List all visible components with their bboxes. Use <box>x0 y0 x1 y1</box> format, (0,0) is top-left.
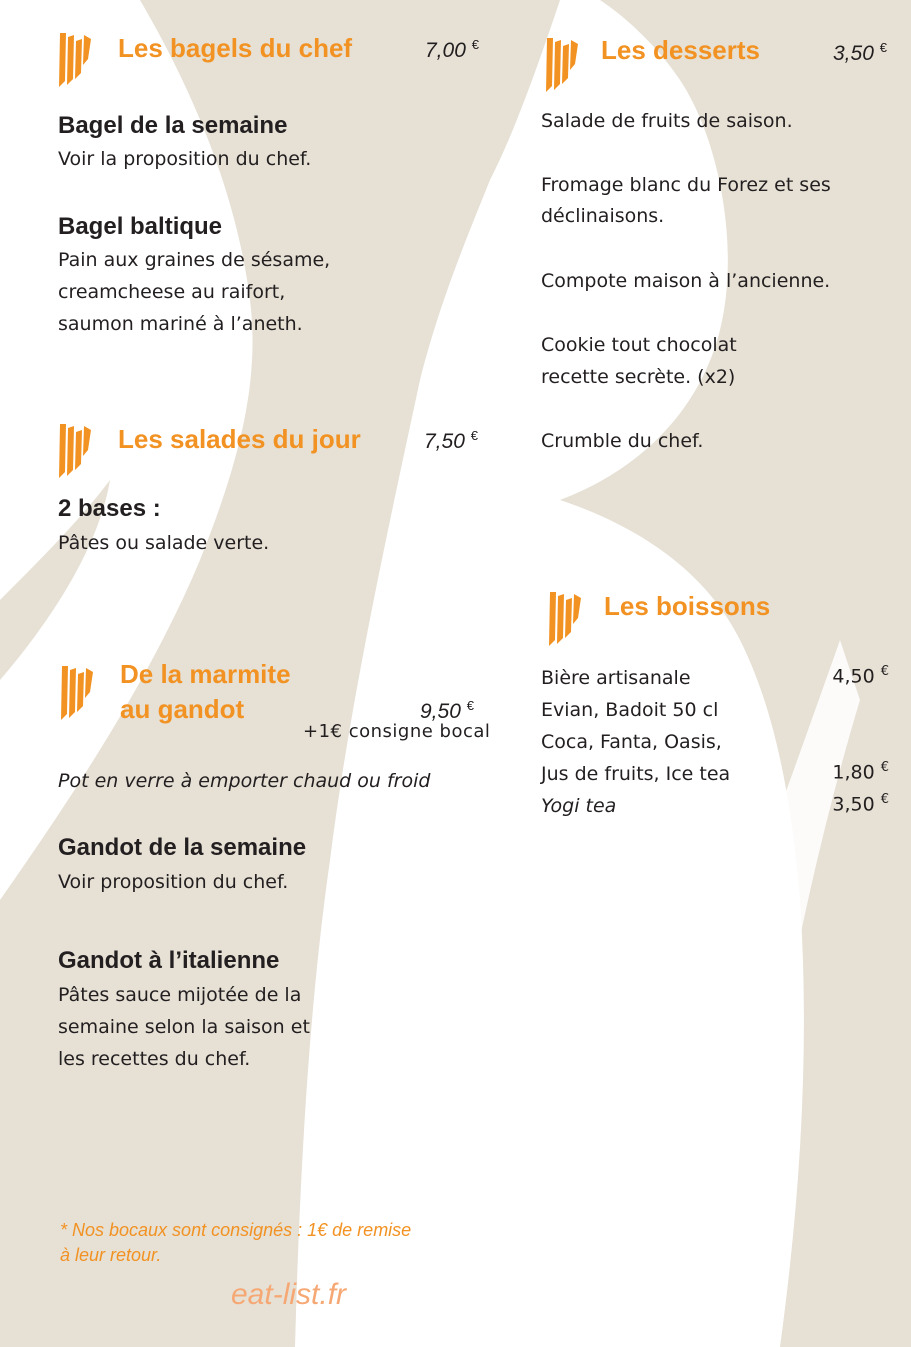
drink-row <box>541 726 889 758</box>
currency-symbol: € <box>880 760 889 775</box>
price-value: 7,50 <box>424 430 465 453</box>
dessert-item: recette secrète. (x2) <box>541 366 736 388</box>
menu-item-name: Gandot de la semaine <box>58 834 307 861</box>
menu-item-description: Pâtes ou salade verte. <box>58 532 270 554</box>
menu-item-name: Bagel de la semaine <box>58 112 288 139</box>
currency-symbol: € <box>880 792 889 807</box>
price-value: 4,50 <box>832 665 875 688</box>
drink-row <box>541 758 889 790</box>
menu-item-name: 2 bases : <box>58 495 161 522</box>
menu-item-name: Bagel baltique <box>58 213 223 240</box>
price-value: 3,50 <box>833 42 874 65</box>
watermark-text: eat-list.fr <box>231 1278 347 1311</box>
footnote-line: à leur retour. <box>60 1245 162 1265</box>
dessert-item: déclinaisons. <box>541 205 665 227</box>
menu-item-name: Gandot à l’italienne <box>58 947 280 974</box>
currency-symbol: € <box>880 664 889 679</box>
menu-item-description: saumon mariné à l’aneth. <box>58 313 303 335</box>
brush-stroke-icon <box>56 422 94 480</box>
brush-stroke-icon <box>546 590 584 648</box>
currency-symbol: € <box>470 428 478 443</box>
menu-item-description: creamcheese au raifort, <box>58 281 286 303</box>
brush-stroke-icon <box>543 36 581 94</box>
footnote-line: * Nos bocaux sont consignés : 1€ de remise <box>60 1220 412 1240</box>
currency-symbol: € <box>879 40 887 55</box>
currency-symbol: € <box>466 698 474 713</box>
drink-price <box>832 792 889 815</box>
price-value: 3,50 <box>832 793 875 816</box>
dessert-item: Cookie tout chocolat <box>541 334 737 356</box>
drink-price <box>832 760 889 783</box>
brush-stroke-icon <box>58 664 96 722</box>
drink-label: Yogi tea <box>541 795 617 817</box>
section-price-bagels <box>425 37 479 63</box>
section-title-boissons: Les boissons <box>604 591 771 621</box>
section-title-salades: Les salades du jour <box>118 424 361 454</box>
currency-symbol: € <box>471 37 479 52</box>
price-value: 7,00 <box>425 39 466 62</box>
drink-price <box>832 664 889 687</box>
menu-item-description: Voir proposition du chef. <box>58 871 289 893</box>
section-title-marmite: De la marmite <box>120 659 291 689</box>
menu-item-description: Pain aux graines de sésame, <box>58 249 331 271</box>
section-title-desserts: Les desserts <box>601 35 760 65</box>
section-subtitle: Pot en verre à emporter chaud ou froid <box>58 770 431 792</box>
menu-item-description: semaine selon la saison et <box>58 1016 310 1038</box>
menu-item-description: Pâtes sauce mijotée de la <box>58 984 302 1006</box>
section-title-bagels: Les bagels du chef <box>118 33 353 63</box>
dessert-item: Crumble du chef. <box>541 430 704 452</box>
section-price-desserts <box>833 40 887 66</box>
drink-label: Bière artisanale <box>541 667 691 689</box>
dessert-item: Fromage blanc du Forez et ses <box>541 174 831 196</box>
drink-row <box>541 694 889 726</box>
drink-row <box>541 662 889 694</box>
menu-item-description: Voir la proposition du chef. <box>58 148 312 170</box>
brush-stroke-icon <box>56 31 94 89</box>
drink-row <box>541 790 889 822</box>
price-value: 1,80 <box>832 761 875 784</box>
dessert-item: Compote maison à l’ancienne. <box>541 270 831 292</box>
price-value: 9,50 <box>420 700 461 723</box>
drink-label: Evian, Badoit 50 cl <box>541 699 719 721</box>
dessert-item: Salade de fruits de saison. <box>541 110 793 132</box>
menu-item-description: les recettes du chef. <box>58 1048 251 1070</box>
drink-label: Jus de fruits, Ice tea <box>541 763 731 785</box>
deposit-note: +1€ consigne bocal <box>303 721 491 742</box>
section-price-salades <box>424 428 478 454</box>
section-title-marmite: au gandot <box>120 694 245 724</box>
drink-label: Coca, Fanta, Oasis, <box>541 731 722 753</box>
